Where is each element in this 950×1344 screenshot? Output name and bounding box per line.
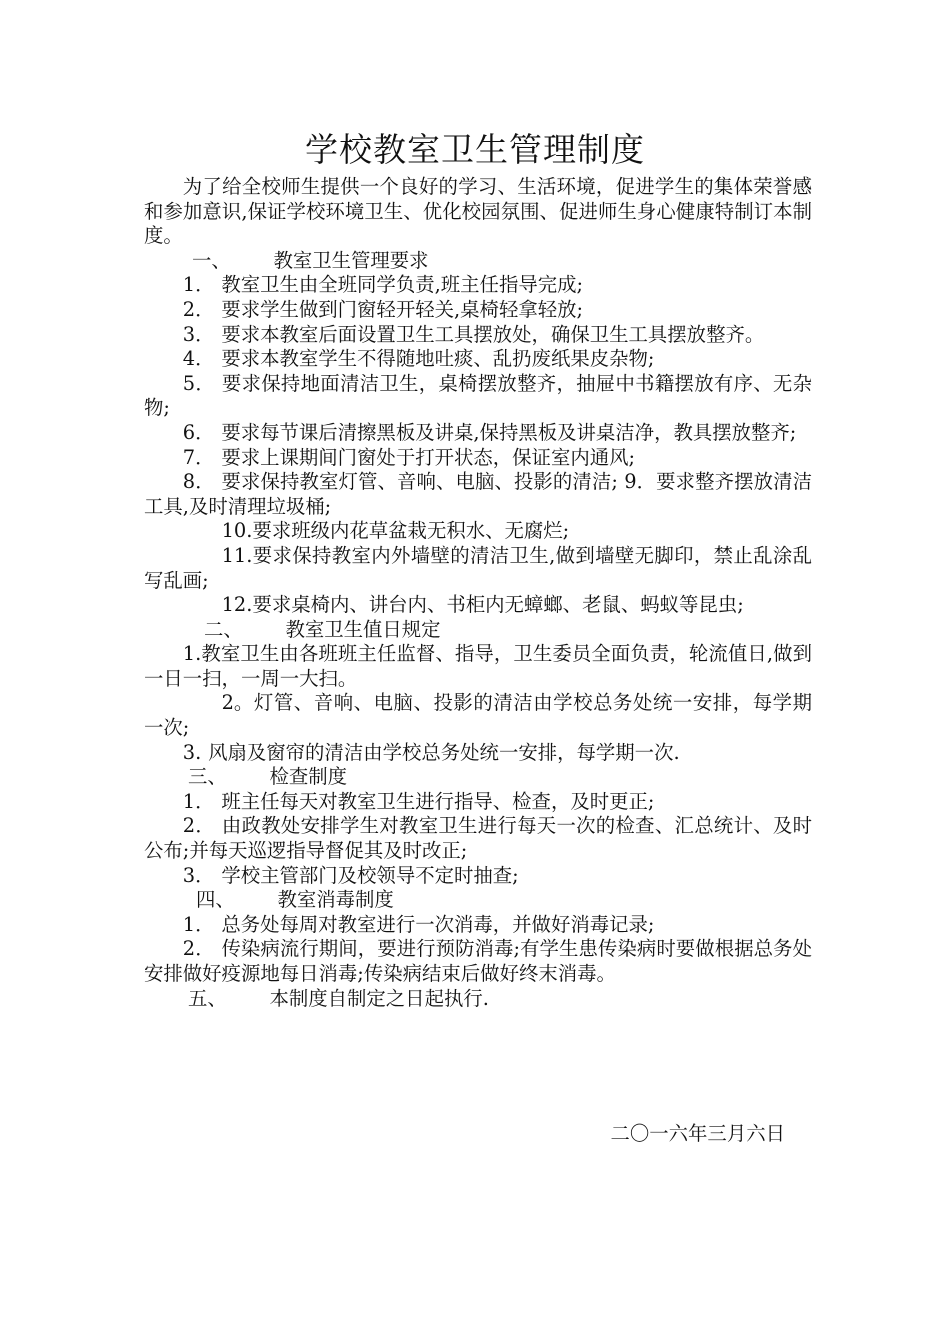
section-3-heading [144,765,812,790]
section-4-title: 教室消毒制度 [277,888,394,912]
s1-item-4: 4． 要求本教室学生不得随地吐痰、乱扔废纸果皮杂物; [182,347,655,371]
s1-item-8: 8． 要求保持教室灯管、音响、电脑、投影的清洁; 9．要求整齐摆放清洁工具,及时清理垃圾桶; [144,470,812,518]
s2-item-2: 2。灯管、音响、电脑、投影的清洁由学校总务处统一安排，每学期一次; [144,691,812,740]
section-1-title: 教室卫生管理要求 [273,248,429,272]
section-4-number: 四、 [196,888,235,912]
section-5-heading [144,987,812,1012]
s3-item-3: 3． 学校主管部门及校领导不定时抽查; [182,863,519,887]
s1-item-3: 3． 要求本教室后面设置卫生工具摆放处，确保卫生工具摆放整齐。 [182,322,765,346]
intro-paragraph: 为了给全校师生提供一个良好的学习、生活环境，促进学生的集体荣誉感和参加意识,保证学校环境卫生、优化校园氛围、促进师生身心健康特制订本制度。 [144,175,812,248]
section-1-number: 一、 [192,248,231,272]
s1-item-6: 6． 要求每节课后清擦黑板及讲桌,保持黑板及讲桌洁净，教具摆放整齐; [182,420,797,444]
s1-item-5: 5． 要求保持地面清洁卫生，桌椅摆放整齐，抽屉中书籍摆放有序、无杂物; [144,371,812,420]
document-title: 学校教室卫生管理制度 [305,130,645,169]
section-4-heading [144,888,812,913]
s1-item-12: 12.要求桌椅内、讲台内、书柜内无蟑螂、老鼠、蚂蚁等昆虫; [221,593,744,617]
s1-item-1: 1． 教室卫生由全班同学负责,班主任指导完成; [182,273,584,297]
s3-item-2: 2． 由政教处安排学生对教室卫生进行每天一次的检查、汇总统计、及时公布;并每天巡逻指导督促其及时改正; [144,814,812,863]
s4-item-1: 1． 总务处每周对教室进行一次消毒，并做好消毒记录; [182,912,655,936]
s1-item-2: 2． 要求学生做到门窗轻开轻关,桌椅轻拿轻放; [182,297,584,321]
s1-item-11: 11.要求保持教室内外墙壁的清洁卫生,做到墙壁无脚印，禁止乱涂乱写乱画; [144,543,812,592]
section-2-title: 教室卫生值日规定 [285,617,441,641]
section-2-heading [144,618,812,643]
section-3-number: 三、 [188,765,227,789]
section-1-heading [144,249,812,274]
s3-item-1: 1． 班主任每天对教室卫生进行指导、检查，及时更正; [182,789,655,813]
section-5-title: 本制度自制定之日起执行. [269,986,489,1010]
s4-item-2: 2． 传染病流行期间，要进行预防消毒;有学生患传染病时要做根据总务处安排做好疫源地每日消毒;传染病结束后做好终末消毒。 [144,937,812,985]
document-date: 二〇一六年三月六日 [610,1122,785,1145]
s2-item-3: 3. 风扇及窗帘的清洁由学校总务处统一安排，每学期一次. [182,740,680,764]
section-2-number: 二、 [204,617,243,641]
section-5-number: 五、 [188,986,227,1010]
document-body [144,175,812,1011]
s1-item-7: 7． 要求上课期间门窗处于打开状态，保证室内通风; [182,445,636,469]
section-3-title: 检查制度 [269,765,348,789]
s1-item-10: 10.要求班级内花草盆栽无积水、无腐烂; [221,519,570,543]
s2-item-1: 1.教室卫生由各班班主任监督、指导，卫生委员全面负责，轮流值日,做到一日一扫，一周一大扫。 [144,642,812,690]
